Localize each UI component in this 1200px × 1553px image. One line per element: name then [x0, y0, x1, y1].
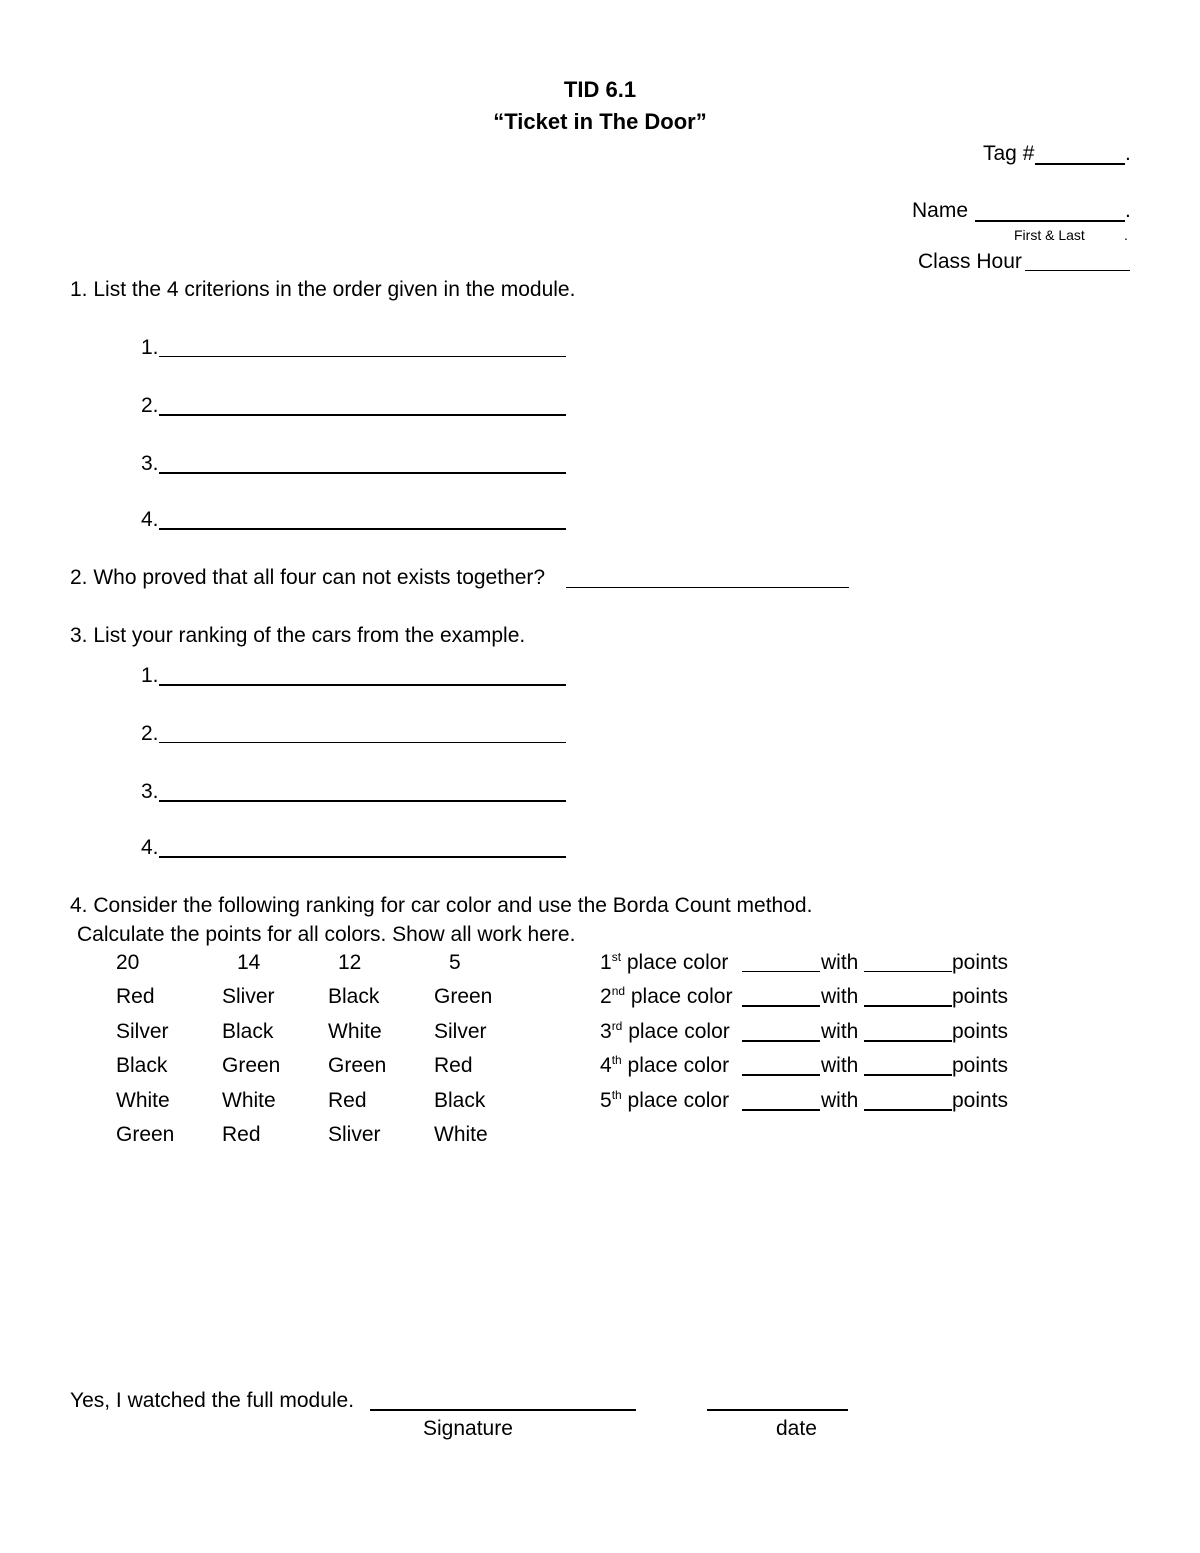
points-label: points: [952, 951, 1009, 974]
list-item-number: 4.: [141, 836, 159, 859]
place-points-field[interactable]: [864, 1005, 952, 1007]
name-field[interactable]: [975, 220, 1125, 222]
place-label: 2nd place color: [600, 984, 733, 1008]
ranking-cell: Silver: [116, 1020, 169, 1043]
points-label: points: [952, 1020, 1009, 1043]
ranking-cell: Sliver: [222, 985, 275, 1008]
ranking-cell: Black: [116, 1054, 168, 1077]
place-color-field[interactable]: [742, 971, 820, 972]
answer-line[interactable]: [159, 856, 566, 858]
ranking-cell: White: [222, 1089, 276, 1112]
answer-line[interactable]: [159, 414, 566, 416]
ranking-cell: Black: [328, 985, 380, 1008]
points-label: points: [952, 1054, 1009, 1077]
signature-label: Signature: [423, 1417, 513, 1440]
place-color-field[interactable]: [742, 1109, 820, 1111]
voter-count: 12: [338, 951, 362, 974]
list-item-number: 1.: [141, 336, 159, 359]
ranking-cell: Silver: [434, 1020, 487, 1043]
list-item-number: 3.: [141, 780, 159, 803]
ranking-cell: Green: [116, 1123, 175, 1146]
list-item-number: 4.: [141, 508, 159, 531]
ranking-cell: White: [434, 1123, 488, 1146]
voter-count: 20: [116, 951, 140, 974]
date-field[interactable]: [707, 1409, 848, 1411]
with-label: with: [821, 985, 859, 1008]
date-label: date: [776, 1417, 817, 1440]
place-points-field[interactable]: [864, 1074, 952, 1076]
with-label: with: [821, 1020, 859, 1043]
ranking-cell: Red: [328, 1089, 367, 1112]
answer-line[interactable]: [159, 800, 566, 802]
place-ordinal-suffix: st: [611, 950, 622, 964]
place-color-field[interactable]: [742, 1074, 820, 1076]
place-points-field[interactable]: [864, 1040, 952, 1042]
list-item-number: 2.: [141, 722, 159, 745]
q2-answer-field[interactable]: [566, 587, 849, 588]
answer-line[interactable]: [159, 742, 566, 743]
page-title: TID 6.1: [563, 77, 637, 102]
ranking-cell: Black: [222, 1020, 274, 1043]
place-ordinal-suffix: rd: [611, 1019, 623, 1033]
q4-prompt-line1: 4. Consider the following ranking for car color and use the Borda Count method.: [70, 894, 813, 917]
tag-label: Tag #: [983, 142, 1035, 165]
list-item-number: 2.: [141, 394, 159, 417]
q2-prompt: 2. Who proved that all four can not exists together?: [70, 566, 546, 589]
place-ordinal-suffix: th: [611, 1053, 622, 1067]
answer-line[interactable]: [159, 472, 566, 474]
name-hint: First & Last: [1014, 227, 1085, 243]
answer-line[interactable]: [159, 528, 566, 530]
place-points-field[interactable]: [864, 1109, 952, 1111]
ranking-cell: Green: [222, 1054, 281, 1077]
points-label: points: [952, 985, 1009, 1008]
ranking-cell: Green: [328, 1054, 387, 1077]
ranking-cell: Black: [434, 1089, 486, 1112]
with-label: with: [821, 1089, 859, 1112]
place-points-field[interactable]: [864, 971, 952, 972]
list-item-number: 1.: [141, 664, 159, 687]
place-color-field[interactable]: [742, 1005, 820, 1007]
place-label: 3rd place color: [600, 1019, 730, 1043]
q3-prompt: 3. List your ranking of the cars from the example.: [70, 624, 526, 647]
tag-field[interactable]: [1035, 163, 1125, 165]
name-suffix: .: [1125, 199, 1131, 222]
footer-statement: Yes, I watched the full module.: [70, 1389, 355, 1412]
page-subtitle: “Ticket in The Door”: [493, 109, 707, 134]
list-item-number: 3.: [141, 452, 159, 475]
q4-prompt-line2: Calculate the points for all colors. Show all work here.: [77, 923, 576, 946]
place-ordinal-suffix: nd: [611, 984, 626, 998]
place-label: 5th place color: [600, 1088, 730, 1112]
name-label: Name: [912, 199, 969, 222]
answer-line[interactable]: [159, 684, 566, 686]
class-hour-field[interactable]: [1025, 270, 1130, 271]
points-label: points: [952, 1089, 1009, 1112]
ranking-cell: Sliver: [328, 1123, 381, 1146]
ranking-cell: Red: [434, 1054, 473, 1077]
ranking-cell: White: [328, 1020, 382, 1043]
q1-prompt: 1. List the 4 criterions in the order given in the module.: [70, 278, 576, 301]
answer-line[interactable]: [159, 356, 566, 357]
ranking-cell: White: [116, 1089, 170, 1112]
class-hour-label: Class Hour: [918, 250, 1022, 273]
place-label: 4th place color: [600, 1053, 730, 1077]
voter-count: 14: [237, 951, 261, 974]
with-label: with: [821, 1054, 859, 1077]
place-label: 1st place color: [600, 950, 729, 974]
ranking-cell: Red: [222, 1123, 261, 1146]
name-hint-suffix: .: [1124, 227, 1128, 243]
ranking-cell: Red: [116, 985, 155, 1008]
with-label: with: [821, 951, 859, 974]
signature-field[interactable]: [370, 1409, 636, 1411]
ranking-cell: Green: [434, 985, 493, 1008]
tag-suffix: .: [1125, 142, 1131, 165]
voter-count: 5: [449, 951, 461, 974]
place-ordinal-suffix: th: [611, 1088, 622, 1102]
place-color-field[interactable]: [742, 1040, 820, 1042]
